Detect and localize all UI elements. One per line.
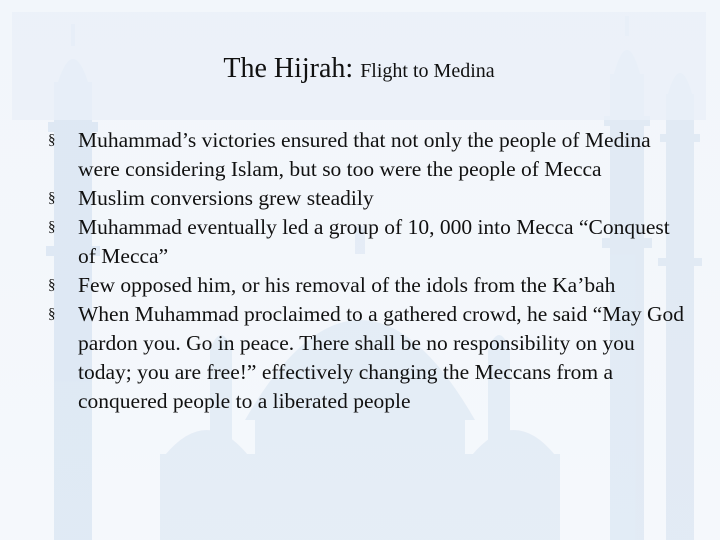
bullet-item — [48, 184, 688, 213]
bullet-item — [48, 213, 688, 271]
section-sign-bullet-icon: § — [48, 277, 56, 293]
slide-title-subtitle: Flight to Medina — [360, 59, 495, 82]
bullet-list — [48, 126, 688, 416]
slide-title-main: The Hijrah: — [223, 52, 361, 84]
bullet-item — [48, 300, 688, 416]
section-sign-bullet-icon: § — [48, 190, 56, 206]
bullet-item — [48, 126, 688, 184]
bullet-item — [48, 271, 688, 300]
section-sign-bullet-icon: § — [48, 132, 56, 148]
title-banner — [12, 12, 706, 120]
section-sign-bullet-icon: § — [48, 219, 56, 235]
bullet-text: Few opposed him, or his removal of the idols from the Ka’bah — [78, 273, 616, 297]
bullet-text: Muhammad eventually led a group of 10, 000 into Mecca “Conquest of Mecca” — [78, 215, 670, 268]
bullet-text: When Muhammad proclaimed to a gathered crowd, he said “May God pardon you. Go in peace. There shall be no responsibility on you today; you are free!” effectively changing the Meccans from a conquered people to a liberated people — [78, 302, 684, 413]
bullet-text: Muslim conversions grew steadily — [78, 186, 374, 210]
bullet-text: Muhammad’s victories ensured that not only the people of Medina were considering Islam, but so too were the people of Mecca — [78, 128, 651, 181]
slide-title — [223, 50, 494, 83]
section-sign-bullet-icon: § — [48, 306, 56, 322]
